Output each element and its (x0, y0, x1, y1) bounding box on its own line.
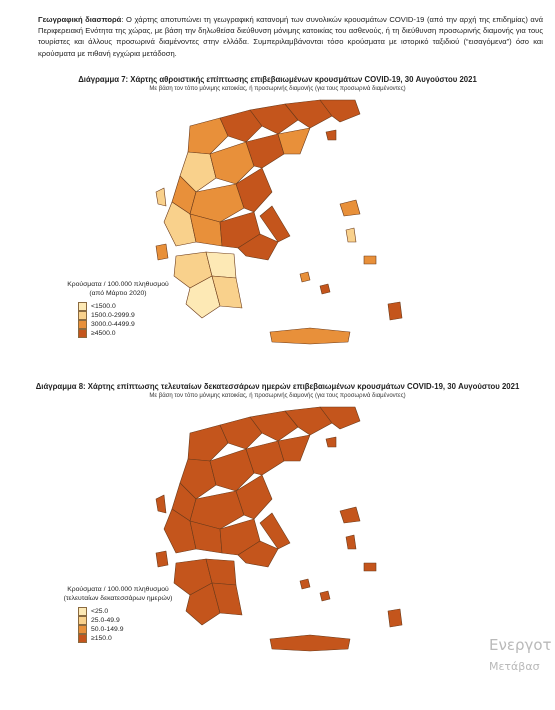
island-kefalonia (156, 551, 168, 567)
watermark-line-2: Μετάβασ (489, 660, 540, 673)
legend-swatch (78, 311, 87, 320)
legend-swatch (78, 607, 87, 616)
island-cyclades-2 (320, 284, 330, 294)
legend-item: 50.0-149.9 (78, 625, 188, 634)
figure7-title: Διάγραμμα 7: Χάρτης αθροιστικής επίπτωσης επιβεβαιωμένων κρουσμάτων COVID-19, 30 Αυγούστου 2021 (78, 75, 477, 84)
legend-swatch (78, 320, 87, 329)
figure8-subtitle: Με βάση τον τόπο μόνιμης κατοικίας, ή προσωρινής διαμονής (για τους προσωρινά διαμένοντες) (149, 393, 406, 399)
island-cyclades-1 (300, 579, 310, 589)
island-thasos (326, 130, 336, 140)
island-corfu (156, 495, 166, 513)
figure8-legend (48, 585, 188, 643)
legend-item: 1500.0-2999.9 (78, 311, 188, 320)
figure8-title: Διάγραμμα 8: Χάρτης επίπτωσης τελευταίων δεκατεσσάρων ημερών επιβεβαιωμένων κρουσμάτων COVID-19, 30 Αυγούστου 2021 (35, 382, 520, 391)
figure8-legend-title-2: (τελευταίων δεκατεσσάρων ημερών) (63, 595, 173, 602)
figure8-legend-title-1: Κρούσματα / 100.000 πληθυσμού (67, 586, 169, 593)
legend-item: 25.0-49.9 (78, 616, 188, 625)
island-lesvos (340, 507, 360, 523)
island-thasos (326, 437, 336, 447)
island-lesvos (340, 200, 360, 216)
watermark-line-1: Ενεργοτ (489, 636, 552, 654)
island-kefalonia (156, 244, 168, 260)
region-chalkidiki (278, 435, 310, 461)
legend-item: ≥150.0 (78, 634, 188, 643)
island-chios (346, 228, 356, 242)
legend-item: ≥4500.0 (78, 329, 188, 338)
figure7-subtitle: Με βάση τον τόπο μόνιμης κατοικίας, ή προσωρινής διαμονής (για τους προσωρινά διαμένοντες) (149, 86, 406, 92)
figure7-legend-title-2: (από Μάρτιο 2020) (89, 290, 147, 297)
figure7-legend-title-1: Κρούσματα / 100.000 πληθυσμού (67, 281, 169, 288)
island-crete (270, 328, 350, 344)
island-corfu (156, 188, 166, 206)
island-samos (364, 563, 376, 571)
legend-swatch (78, 616, 87, 625)
legend-swatch (78, 329, 87, 338)
region-north-west (188, 425, 228, 461)
island-cyclades-1 (300, 272, 310, 282)
region-chalkidiki (278, 128, 310, 154)
legend-item: 3000.0-4499.9 (78, 320, 188, 329)
region-north-west (188, 118, 228, 154)
island-crete (270, 635, 350, 651)
island-cyclades-2 (320, 591, 330, 601)
island-samos (364, 256, 376, 264)
legend-item: <25.0 (78, 607, 188, 616)
legend-swatch (78, 634, 87, 643)
legend-swatch (78, 302, 87, 311)
greece-map-cumulative (150, 96, 410, 362)
legend-item: <1500.0 (78, 302, 188, 311)
figure7-legend (48, 280, 188, 338)
legend-swatch (78, 625, 87, 634)
island-rhodes (388, 302, 402, 320)
greece-map-14days (150, 403, 410, 669)
island-rhodes (388, 609, 402, 627)
intro-paragraph (38, 14, 543, 59)
intro-heading: Γεωγραφική διασπορά (38, 15, 122, 24)
island-chios (346, 535, 356, 549)
intro-text: : Ο χάρτης αποτυπώνει τη γεωγραφική κατανομή των συνολικών κρουσμάτων COVID-19 (από την αρχή της επιδημίας) ανά Περιφερειακή Ενότητα της χώρας, με βάση την δηλωθείσα διεύθυνση μόνιμης κατοικίας του ασθενούς, ή τη διεύθυνση προσωρινής διαμονής για τους τουρίστες και άλλους προσωρινά διαμένοντες στην ελλάδα. Συμπεριλαμβάνονται τόσο κρούσματα με ιστορικό ταξιδιού (“εισαγόμενα”) όσο και κρούσματα με πιθανή εγχώρια μετάδοση. (38, 15, 544, 58)
